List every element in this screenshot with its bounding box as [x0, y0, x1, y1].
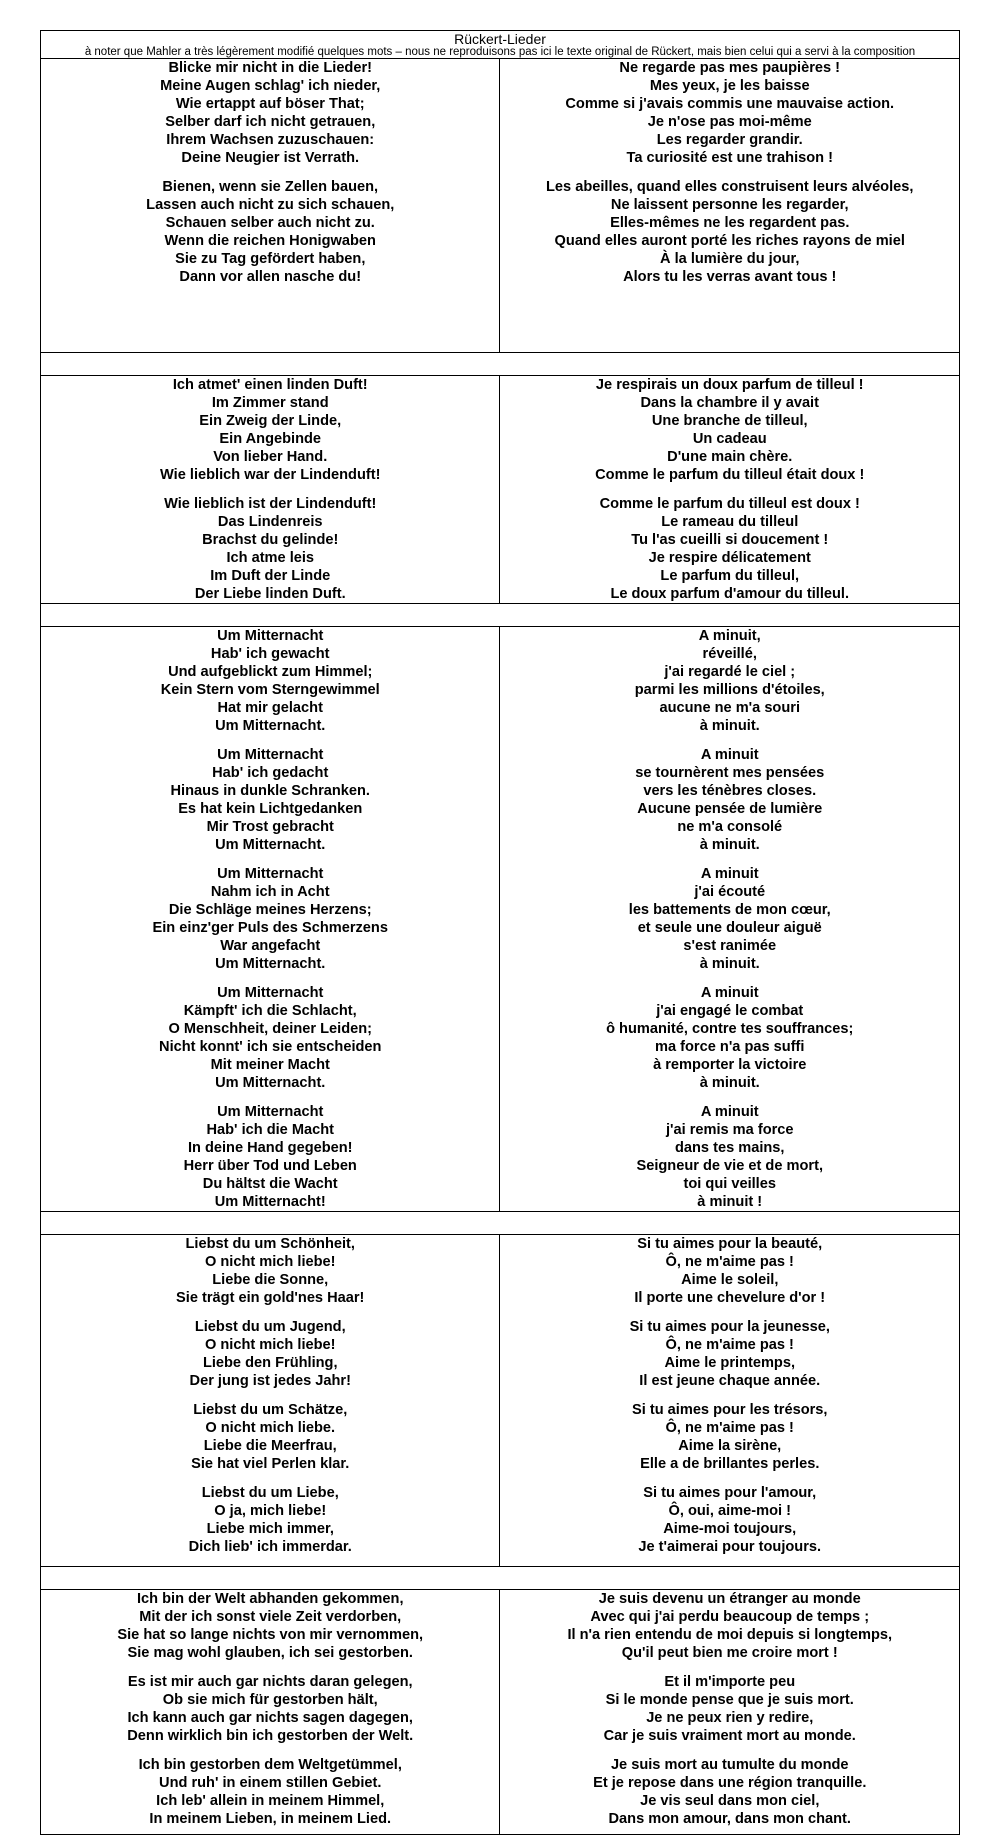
- lyric-line: Ein einz'ger Puls des Schmerzens: [152, 920, 388, 936]
- lyric-line: Ein Zweig der Linde,: [199, 413, 342, 429]
- stanza: [49, 1673, 491, 1745]
- lyric-line: j'ai remis ma force: [665, 1122, 794, 1138]
- german-text-cell: [41, 627, 500, 1212]
- lyric-line: à minuit.: [699, 837, 760, 853]
- lyric-line: aucune ne m'a souri: [659, 700, 800, 716]
- stanza: [508, 746, 951, 854]
- lyric-line: Liebst du um Schätze,: [193, 1402, 348, 1418]
- lyric-line: Je respirais un doux parfum de tilleul !: [595, 377, 864, 393]
- lyric-line: Si tu aimes pour les trésors,: [632, 1402, 828, 1418]
- lyric-line: O ja, mich liebe!: [214, 1503, 327, 1519]
- stanza: [49, 984, 491, 1092]
- lyric-line: Liebe den Frühling,: [202, 1355, 338, 1371]
- lyric-line: Dann vor allen nasche du!: [179, 269, 362, 285]
- lyric-line: s'est ranimée: [683, 938, 777, 954]
- lyric-line: Il porte une chevelure d'or !: [634, 1290, 826, 1306]
- lyric-line: In meinem Lieben, in meinem Lied.: [149, 1811, 392, 1827]
- stanza: [508, 1484, 951, 1556]
- lyric-line: Wenn die reichen Honigwaben: [164, 233, 376, 249]
- lyric-line: Das Lindenreis: [217, 514, 323, 530]
- lyric-line: Mit der ich sonst viele Zeit verdorben,: [139, 1609, 402, 1625]
- lyric-line: Le parfum du tilleul,: [660, 568, 800, 584]
- stanza: [508, 376, 951, 484]
- lyric-line: D'une main chère.: [667, 449, 793, 465]
- lyric-line: les battements de mon cœur,: [628, 902, 831, 918]
- song-row: [41, 627, 960, 1212]
- document-subtitle: à noter que Mahler a très légèrement modifié quelques mots – nous ne reproduisons pas ici le texte original de Rückert, mais bien celui qui a servi à la composition: [84, 46, 916, 58]
- lyric-line: Si tu aimes pour l'amour,: [643, 1485, 817, 1501]
- lyric-line: Si tu aimes pour la beauté,: [637, 1236, 823, 1252]
- lyric-line: Aime le soleil,: [681, 1272, 779, 1288]
- lyric-line: Kein Stern vom Sterngewimmel: [160, 682, 380, 698]
- lyric-line: Liebe mich immer,: [206, 1521, 334, 1537]
- lyric-line: Wie ertappt auf böser That;: [175, 96, 365, 112]
- lyric-line: Liebst du um Jugend,: [194, 1319, 346, 1335]
- lyric-line: Et il m'importe peu: [664, 1674, 796, 1690]
- song-row: [41, 1590, 960, 1835]
- lyric-line: Um Mitternacht!: [214, 1194, 326, 1210]
- lyric-line: Aucune pensée de lumière: [637, 801, 823, 817]
- lyric-line: Je vis seul dans mon ciel,: [640, 1793, 820, 1809]
- lyric-line: Selber darf ich nicht getrauen,: [165, 114, 376, 130]
- separator-cell: [41, 604, 960, 627]
- lyric-line: Der jung ist jedes Jahr!: [189, 1373, 351, 1389]
- lyric-line: se tournèrent mes pensées: [635, 765, 825, 781]
- lyric-line: Es ist mir auch gar nichts daran gelegen,: [127, 1674, 413, 1690]
- lyric-line: Ich leb' allein in meinem Himmel,: [156, 1793, 385, 1809]
- lyric-line: à minuit.: [699, 718, 760, 734]
- lyric-line: Lassen auch nicht zu sich schauen,: [146, 197, 395, 213]
- lyric-line: Car je suis vraiment mort au monde.: [603, 1728, 856, 1744]
- lyric-line: In deine Hand gegeben!: [187, 1140, 353, 1156]
- lyric-line: Elle a de brillantes perles.: [640, 1456, 820, 1472]
- french-text-cell: [500, 1590, 960, 1835]
- lyric-line: Je n'ose pas moi-même: [647, 114, 812, 130]
- lyric-line: Hinaus in dunkle Schranken.: [170, 783, 370, 799]
- stanza: [49, 495, 491, 603]
- lyric-line: Ein Angebinde: [219, 431, 322, 447]
- lyric-line: Um Mitternacht: [217, 747, 324, 763]
- stanza: [49, 1756, 491, 1828]
- stanza: [49, 865, 491, 973]
- stanza: [49, 1318, 491, 1390]
- lyric-line: Je t'aimerai pour toujours.: [638, 1539, 822, 1555]
- document-title: Rückert-Lieder: [454, 31, 546, 47]
- lyric-line: Um Mitternacht.: [215, 837, 326, 853]
- lyric-line: Aime le printemps,: [664, 1355, 796, 1371]
- french-text-cell: [500, 627, 960, 1212]
- lyric-line: réveillé,: [702, 646, 757, 662]
- lyric-line: Liebst du um Liebe,: [201, 1485, 339, 1501]
- lyric-line: Du hältst die Wacht: [202, 1176, 338, 1192]
- lyric-line: Avec qui j'ai perdu beaucoup de temps ;: [590, 1609, 870, 1625]
- stanza: [508, 984, 951, 1092]
- stanza: [49, 627, 491, 735]
- french-text-cell: [500, 376, 960, 604]
- separator-cell: [41, 353, 960, 376]
- stanza: [49, 59, 491, 167]
- lyric-line: War angefacht: [220, 938, 321, 954]
- lyric-line: Dans mon amour, dans mon chant.: [608, 1811, 851, 1827]
- stanza: [49, 746, 491, 854]
- lyric-line: Es hat kein Lichtgedanken: [178, 801, 363, 817]
- lyric-line: Um Mitternacht.: [215, 956, 326, 972]
- song-row: [41, 376, 960, 604]
- lyric-line: Ich kann auch gar nichts sagen dagegen,: [127, 1710, 413, 1726]
- lyric-line: Il est jeune chaque année.: [639, 1373, 821, 1389]
- lyric-line: Ne laissent personne les regarder,: [610, 197, 849, 213]
- header-cell: [41, 31, 960, 59]
- lyric-line: O nicht mich liebe.: [205, 1420, 336, 1436]
- lyric-line: Sie trägt ein gold'nes Haar!: [176, 1290, 365, 1306]
- stanza: [508, 1235, 951, 1307]
- song-row: [41, 59, 960, 353]
- song-separator: [41, 1212, 960, 1235]
- lyric-line: Ô, ne m'aime pas !: [665, 1337, 794, 1353]
- lyric-line: Mes yeux, je les baisse: [649, 78, 810, 94]
- lyric-line: Um Mitternacht.: [215, 1075, 326, 1091]
- lyric-line: Comme le parfum du tilleul est doux !: [599, 496, 860, 512]
- lyric-line: Sie hat so lange nichts von mir vernommen,: [117, 1627, 424, 1643]
- stanza: [49, 1401, 491, 1473]
- song-separator: [41, 1567, 960, 1590]
- lyric-line: Dans la chambre il y avait: [640, 395, 819, 411]
- lyric-line: Ta curiosité est une trahison !: [626, 150, 833, 166]
- french-text-cell: [500, 1235, 960, 1567]
- lyric-line: Le doux parfum d'amour du tilleul.: [610, 586, 850, 602]
- lyric-line: ma force n'a pas suffi: [655, 1039, 805, 1055]
- lyric-line: ô humanité, contre tes souffrances;: [606, 1021, 854, 1037]
- lyric-line: Hab' ich die Macht: [206, 1122, 335, 1138]
- stanza: [508, 178, 951, 286]
- lyric-line: j'ai engagé le combat: [656, 1003, 804, 1019]
- lyric-line: et seule une douleur aiguë: [637, 920, 822, 936]
- stanza: [508, 1756, 951, 1828]
- lyric-line: Von lieber Hand.: [213, 449, 328, 465]
- lyric-line: Die Schläge meines Herzens;: [168, 902, 372, 918]
- lyric-line: Et je repose dans une région tranquille.: [593, 1775, 867, 1791]
- lyric-line: Ich atmet' einen linden Duft!: [172, 377, 368, 393]
- lyric-line: A minuit: [700, 866, 759, 882]
- lyric-line: Liebst du um Schönheit,: [185, 1236, 355, 1252]
- lyric-line: à remporter la victoire: [653, 1057, 807, 1073]
- lyric-line: à minuit !: [697, 1194, 763, 1210]
- lyric-line: Je suis mort au tumulte du monde: [610, 1757, 849, 1773]
- lyric-line: Ô, ne m'aime pas !: [665, 1420, 794, 1436]
- lyric-line: Brachst du gelinde!: [202, 532, 339, 548]
- lyric-line: Um Mitternacht: [217, 1104, 324, 1120]
- lyric-line: Um Mitternacht: [217, 628, 324, 644]
- lyric-line: Herr über Tod und Leben: [183, 1158, 357, 1174]
- lyric-line: Ich bin gestorben dem Weltgetümmel,: [138, 1757, 402, 1773]
- lyric-line: Comme le parfum du tilleul était doux !: [595, 467, 865, 483]
- lyric-line: Tu l'as cueilli si doucement !: [631, 532, 829, 548]
- lyric-line: Un cadeau: [692, 431, 767, 447]
- lyric-line: Ne regarde pas mes paupières !: [619, 60, 841, 76]
- lyric-line: Deine Neugier ist Verrath.: [181, 150, 360, 166]
- header-row: [41, 31, 960, 59]
- lyric-line: Mir Trost gebracht: [206, 819, 334, 835]
- stanza: [508, 1318, 951, 1390]
- lyric-line: A minuit,: [698, 628, 761, 644]
- lyric-line: Je respire délicatement: [648, 550, 811, 566]
- lyric-line: Ich bin der Welt abhanden gekommen,: [136, 1591, 404, 1607]
- lyric-line: Denn wirklich bin ich gestorben der Welt.: [127, 1728, 414, 1744]
- separator-cell: [41, 1212, 960, 1235]
- lyric-line: Alors tu les verras avant tous !: [623, 269, 837, 285]
- lyric-line: Aime la sirène,: [678, 1438, 782, 1454]
- stanza: [49, 1484, 491, 1556]
- lyric-line: Je suis devenu un étranger au monde: [598, 1591, 861, 1607]
- lyric-line: Bienen, wenn sie Zellen bauen,: [162, 179, 379, 195]
- lyric-line: A minuit: [700, 747, 759, 763]
- lyric-line: Ô, oui, aime-moi !: [668, 1503, 791, 1519]
- german-text-cell: [41, 59, 500, 353]
- lyric-line: Kämpft' ich die Schlacht,: [183, 1003, 357, 1019]
- lyric-line: À la lumière du jour,: [660, 251, 800, 267]
- lyric-line: Si tu aimes pour la jeunesse,: [629, 1319, 830, 1335]
- lyric-line: Aime-moi toujours,: [663, 1521, 797, 1537]
- stanza: [49, 1103, 491, 1211]
- lyric-line: parmi les millions d'étoiles,: [634, 682, 825, 698]
- lyric-line: toi qui veilles: [683, 1176, 776, 1192]
- lyric-line: Hab' ich gewacht: [210, 646, 330, 662]
- lyric-line: Liebe die Meerfrau,: [203, 1438, 337, 1454]
- lyric-line: Im Zimmer stand: [211, 395, 329, 411]
- lyric-line: Hat mir gelacht: [217, 700, 323, 716]
- lyric-line: Der Liebe linden Duft.: [194, 586, 346, 602]
- stanza: [508, 1590, 951, 1662]
- lyric-line: Wie lieblich ist der Lindenduft!: [164, 496, 377, 512]
- lyric-line: Une branche de tilleul,: [651, 413, 808, 429]
- lyric-line: Les abeilles, quand elles construisent leurs alvéoles,: [546, 179, 914, 195]
- lyric-line: Elles-mêmes ne les regardent pas.: [610, 215, 850, 231]
- stanza: [508, 1673, 951, 1745]
- lyric-line: vers les ténèbres closes.: [643, 783, 817, 799]
- lyric-line: Mit meiner Macht: [210, 1057, 330, 1073]
- lyric-line: Hab' ich gedacht: [212, 765, 329, 781]
- stanza: [49, 1235, 491, 1307]
- lyric-line: Si le monde pense que je suis mort.: [605, 1692, 854, 1708]
- lyric-line: Qu'il peut bien me croire mort !: [621, 1645, 838, 1661]
- lyric-line: Comme si j'avais commis une mauvaise action.: [565, 96, 895, 112]
- stanza: [49, 376, 491, 484]
- lyric-line: Ob sie mich für gestorben hält,: [162, 1692, 378, 1708]
- song-separator: [41, 353, 960, 376]
- lyric-line: Im Duft der Linde: [210, 568, 331, 584]
- lyric-line: j'ai écouté: [694, 884, 766, 900]
- lyrics-table: [40, 30, 960, 1835]
- song-separator: [41, 604, 960, 627]
- lyric-line: j'ai regardé le ciel ;: [664, 664, 796, 680]
- lyric-line: à minuit.: [699, 1075, 760, 1091]
- lyric-line: Dich lieb' ich immerdar.: [188, 1539, 352, 1555]
- lyric-line: Sie mag wohl glauben, ich sei gestorben.: [127, 1645, 413, 1661]
- lyric-line: O nicht mich liebe!: [204, 1337, 336, 1353]
- lyric-line: Schauen selber auch nicht zu.: [165, 215, 375, 231]
- lyric-line: Um Mitternacht: [217, 985, 324, 1001]
- lyric-line: Le rameau du tilleul: [661, 514, 799, 530]
- stanza: [508, 865, 951, 973]
- french-text-cell: [500, 59, 960, 353]
- lyric-line: à minuit.: [699, 956, 760, 972]
- stanza: [508, 1103, 951, 1211]
- lyric-line: Und ruh' in einem stillen Gebiet.: [159, 1775, 382, 1791]
- german-text-cell: [41, 1235, 500, 1567]
- lyric-line: Nahm ich in Acht: [210, 884, 330, 900]
- lyric-line: Sie hat viel Perlen klar.: [191, 1456, 350, 1472]
- stanza: [508, 59, 951, 167]
- lyric-line: Blicke mir nicht in die Lieder!: [168, 60, 373, 76]
- separator-cell: [41, 1567, 960, 1590]
- stanza: [49, 178, 491, 286]
- lyric-line: O Menschheit, deiner Leiden;: [168, 1021, 373, 1037]
- lyric-line: Ich atme leis: [226, 550, 315, 566]
- lyric-line: Und aufgeblickt zum Himmel;: [168, 664, 373, 680]
- lyric-line: Meine Augen schlag' ich nieder,: [160, 78, 381, 94]
- stanza: [49, 1590, 491, 1662]
- lyric-line: Wie lieblich war der Lindenduft!: [160, 467, 381, 483]
- german-text-cell: [41, 376, 500, 604]
- lyric-line: Sie zu Tag gefördert haben,: [175, 251, 366, 267]
- lyric-line: O nicht mich liebe!: [204, 1254, 336, 1270]
- lyric-line: dans tes mains,: [674, 1140, 785, 1156]
- lyric-line: Seigneur de vie et de mort,: [636, 1158, 823, 1174]
- lyric-line: ne m'a consolé: [677, 819, 783, 835]
- lyric-line: Il n'a rien entendu de moi depuis si longtemps,: [567, 1627, 893, 1643]
- stanza: [508, 495, 951, 603]
- lyric-line: Liebe die Sonne,: [212, 1272, 329, 1288]
- song-row: [41, 1235, 960, 1567]
- lyric-line: Ihrem Wachsen zuzuschauen:: [166, 132, 375, 148]
- lyric-line: Je ne peux rien y redire,: [646, 1710, 814, 1726]
- lyric-line: Les regarder grandir.: [656, 132, 803, 148]
- lyric-line: Um Mitternacht: [217, 866, 324, 882]
- lyric-line: Ô, ne m'aime pas !: [665, 1254, 794, 1270]
- lyric-line: A minuit: [700, 1104, 759, 1120]
- lyric-line: Nicht konnt' ich sie entscheiden: [159, 1039, 382, 1055]
- lyric-line: Um Mitternacht.: [215, 718, 326, 734]
- lyric-line: A minuit: [700, 985, 759, 1001]
- stanza: [508, 627, 951, 735]
- german-text-cell: [41, 1590, 500, 1835]
- lyric-line: Quand elles auront porté les riches rayons de miel: [554, 233, 905, 249]
- stanza: [508, 1401, 951, 1473]
